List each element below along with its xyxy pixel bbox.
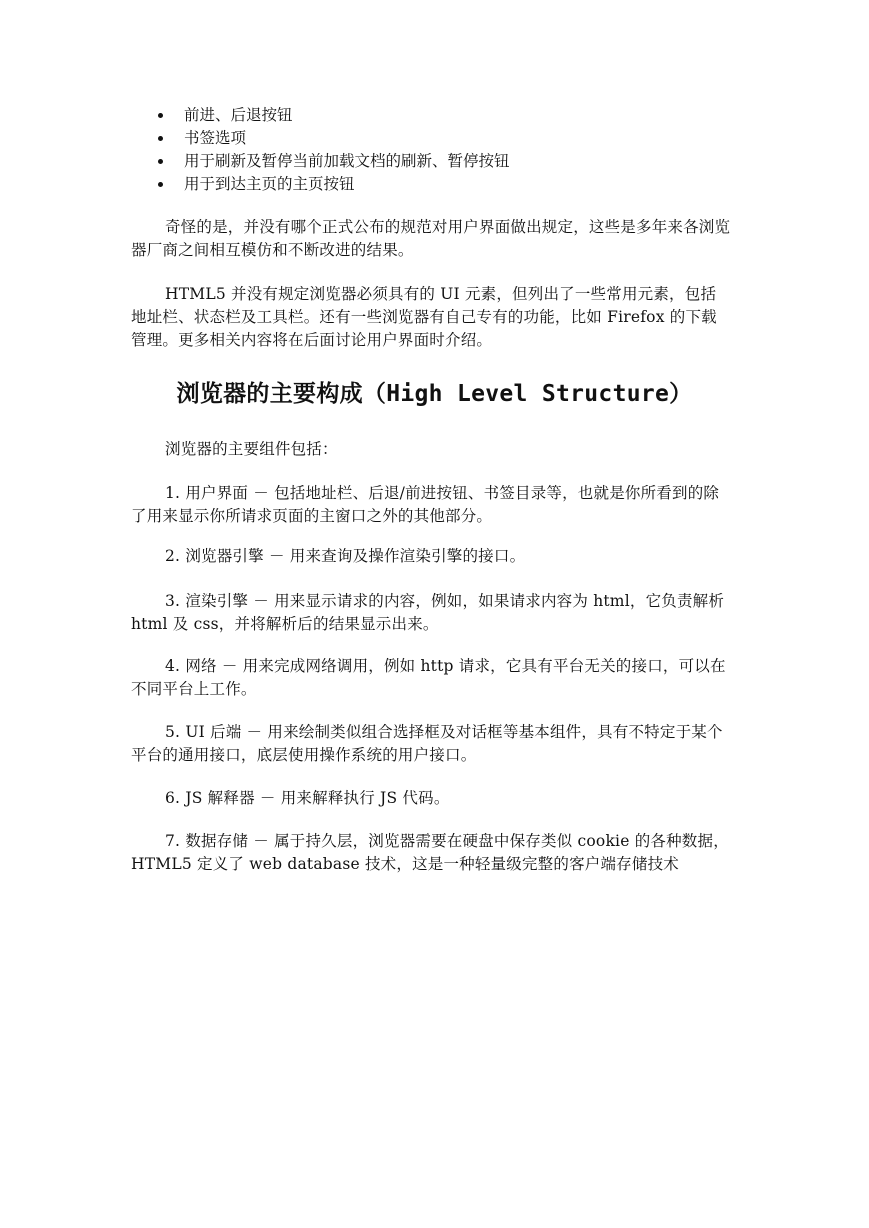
feature-bullet-list: [158, 104, 718, 196]
component-item-browser-engine: 2. 浏览器引擎 － 用来查询及操作渲染引擎的接口。: [165, 547, 526, 565]
component-item-ui-backend: 5. UI 后端 － 用来绘制类似组合选择框及对话框等基本组件，具有不特定于某个平台的通用接口，底层使用操作系统的用户接口。: [131, 723, 723, 764]
component-item-user-interface: 1. 用户界面 － 包括地址栏、后退/前进按钮、书签目录等，也就是你所看到的除了用来显示你所请求页面的主窗口之外的其他部分。: [131, 484, 720, 525]
list-item-text: 前进、后退按钮: [184, 106, 293, 124]
component-item-data-storage: 7. 数据存储 － 属于持久层，浏览器需要在硬盘中保存类似 cookie 的各种数据，HTML5 定义了 web database 技术，这是一种轻量级完整的客户端存储技术: [131, 832, 729, 873]
list-item-text: 书签选项: [184, 129, 247, 147]
list-item: [158, 150, 718, 173]
bullet-icon: [158, 113, 163, 118]
section-heading: 浏览器的主要构成（High Level Structure）: [176, 381, 693, 407]
list-item-text: 用于到达主页的主页按钮: [184, 175, 355, 193]
component-item-rendering-engine: 3. 渲染引擎 － 用来显示请求的内容，例如，如果请求内容为 html，它负责解析 html 及 css，并将解析后的结果显示出来。: [131, 592, 725, 633]
component-item-networking: 4. 网络 － 用来完成网络调用，例如 http 请求，它具有平台无关的接口，可以在不同平台上工作。: [131, 657, 726, 698]
component-item-js-interpreter: 6. JS 解释器 － 用来解释执行 JS 代码。: [165, 789, 450, 807]
list-item: [158, 173, 718, 196]
list-item: [158, 104, 718, 127]
bullet-icon: [158, 136, 163, 141]
list-item-text: 用于刷新及暂停当前加载文档的刷新、暂停按钮: [184, 152, 510, 170]
paragraph-ui-history: 奇怪的是，并没有哪个正式公布的规范对用户界面做出规定，这些是多年来各浏览器厂商之间相互模仿和不断改进的结果。: [131, 218, 731, 259]
components-intro: 浏览器的主要组件包括：: [165, 440, 338, 458]
bullet-icon: [158, 159, 163, 164]
list-item: [158, 127, 718, 150]
bullet-icon: [158, 182, 163, 187]
paragraph-html5-ui: HTML5 并没有规定浏览器必须具有的 UI 元素，但列出了一些常用元素，包括地址栏、状态栏及工具栏。还有一些浏览器有自己专有的功能，比如 Firefox 的下载管理。更多相关内容将在后面讨论用户界面时介绍。: [131, 285, 717, 349]
